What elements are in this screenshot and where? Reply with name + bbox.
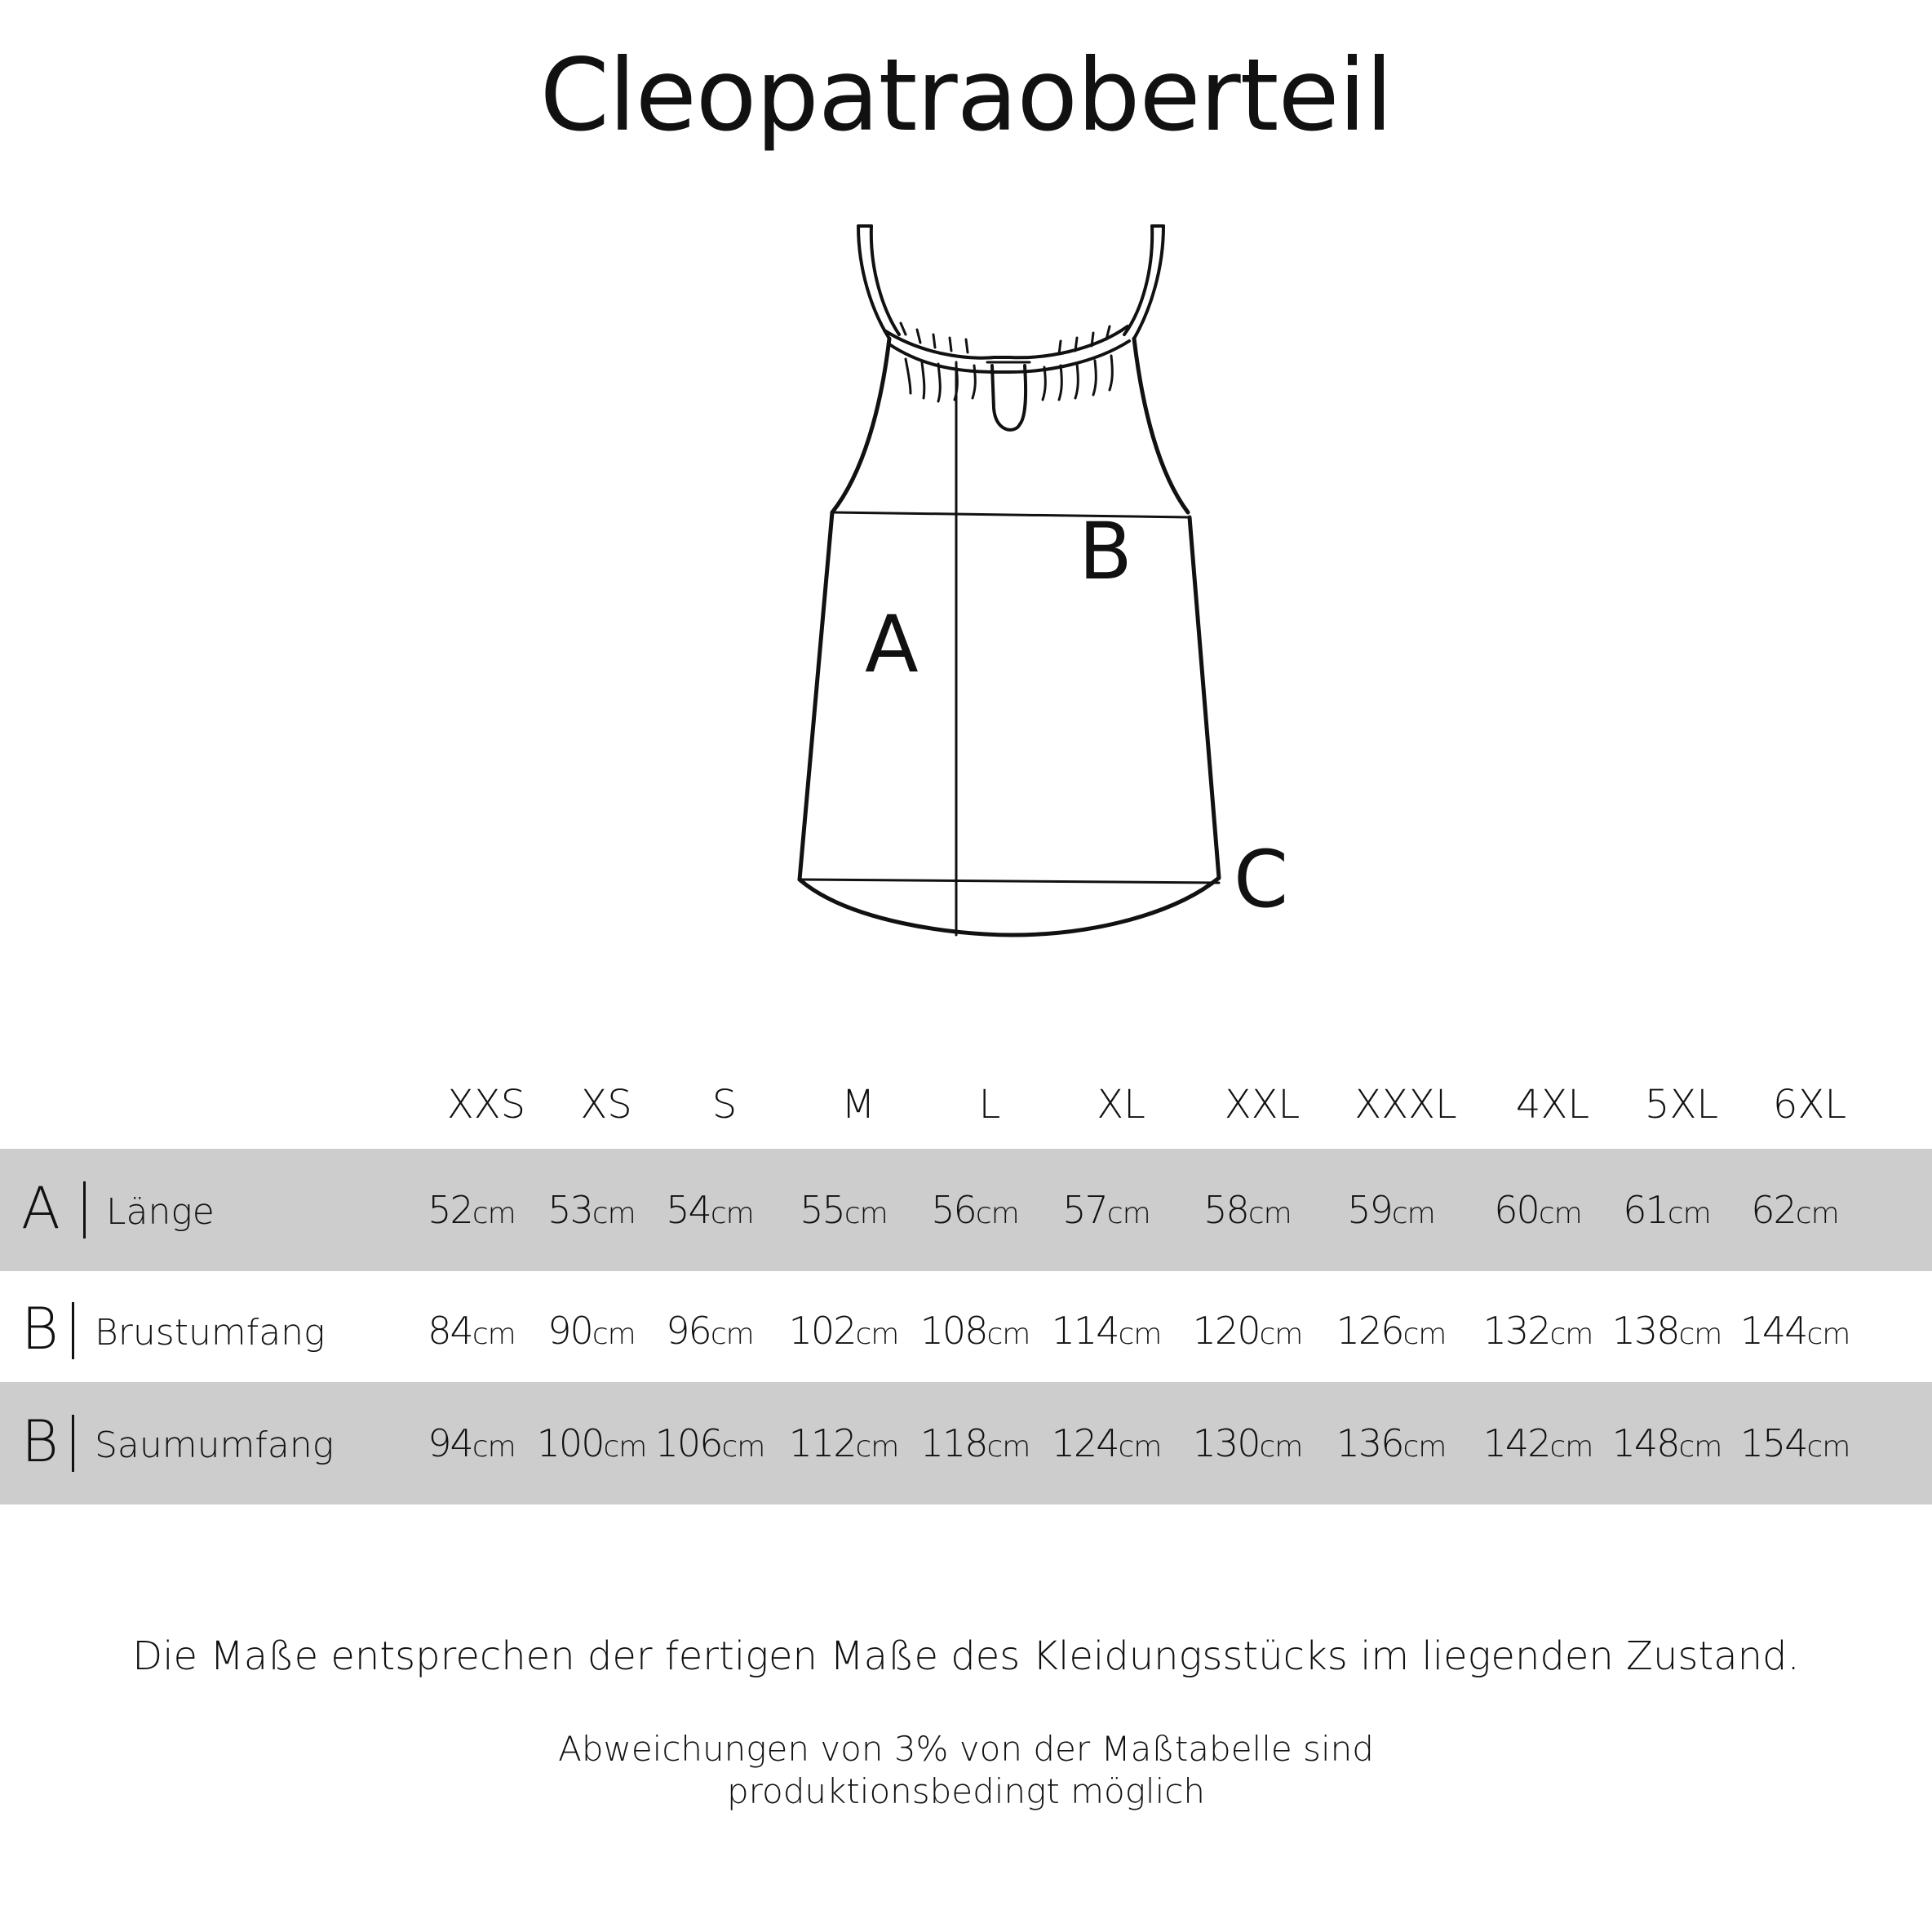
cell-value: 132	[1482, 1309, 1550, 1353]
row-divider	[72, 1415, 74, 1472]
size-header: M	[841, 1082, 875, 1128]
cell-unit: cm	[592, 1318, 636, 1351]
size-header: 4XL	[1515, 1082, 1590, 1128]
table-cell	[1739, 1309, 1850, 1353]
cell-unit: cm	[472, 1197, 516, 1230]
cell-unit: cm	[472, 1318, 516, 1351]
cell-value: 138	[1611, 1309, 1679, 1353]
cell-value: 96	[666, 1309, 711, 1353]
table-cell	[1192, 1309, 1303, 1353]
cell-value: 55	[800, 1188, 844, 1232]
table-cell	[536, 1421, 647, 1465]
table-cell	[1336, 1309, 1447, 1353]
table-cell	[919, 1421, 1030, 1465]
cell-value: 148	[1611, 1421, 1679, 1465]
cell-unit: cm	[844, 1197, 888, 1230]
cell-unit: cm	[1538, 1197, 1582, 1230]
table-cell	[919, 1309, 1030, 1353]
row-divider	[83, 1181, 86, 1239]
table-cell	[547, 1309, 636, 1353]
row-letter: A	[21, 1175, 60, 1242]
table-cell	[1051, 1309, 1162, 1353]
cell-value: 112	[788, 1421, 856, 1465]
table-cell	[666, 1309, 754, 1353]
cell-unit: cm	[1678, 1318, 1722, 1351]
table-cell	[1347, 1188, 1435, 1232]
cell-value: 126	[1336, 1309, 1403, 1353]
cell-unit: cm	[975, 1197, 1019, 1230]
cell-value: 60	[1494, 1188, 1539, 1232]
cell-unit: cm	[1118, 1430, 1162, 1464]
table-cell	[1611, 1309, 1722, 1353]
cell-value: 100	[536, 1421, 604, 1465]
cell-unit: cm	[1118, 1318, 1162, 1351]
table-row	[0, 1149, 1932, 1271]
size-header: XXS	[446, 1082, 526, 1128]
table-cell	[1336, 1421, 1447, 1465]
cell-value: 114	[1051, 1309, 1119, 1353]
table-cell	[800, 1188, 888, 1232]
cell-unit: cm	[855, 1430, 899, 1464]
row-measure-name: Saumumfang	[95, 1425, 335, 1466]
table-cell	[1611, 1421, 1722, 1465]
table-cell	[1062, 1188, 1150, 1232]
cell-unit: cm	[986, 1430, 1030, 1464]
measure-label-b: B	[1079, 506, 1132, 597]
table-cell	[1482, 1421, 1593, 1465]
cell-unit: cm	[1402, 1430, 1447, 1464]
size-header: 6XL	[1772, 1082, 1847, 1128]
cell-value: 154	[1739, 1421, 1807, 1465]
measure-label-c: C	[1234, 834, 1289, 925]
table-cell	[1494, 1188, 1582, 1232]
table-cell	[1051, 1421, 1162, 1465]
cell-value: 130	[1192, 1421, 1260, 1465]
cell-value: 54	[666, 1188, 711, 1232]
note-tolerance-line-1: Abweichungen von 3% von der Maßtabelle sind	[558, 1729, 1374, 1769]
row-divider	[72, 1302, 74, 1359]
table-cell	[1623, 1188, 1711, 1232]
size-header: L	[978, 1082, 1001, 1128]
cell-unit: cm	[592, 1197, 636, 1230]
cell-unit: cm	[1795, 1197, 1839, 1230]
note-tolerance-line-2: produktionsbedingt möglich	[727, 1771, 1205, 1811]
cell-unit: cm	[1106, 1197, 1150, 1230]
cell-value: 52	[428, 1188, 472, 1232]
cell-unit: cm	[710, 1197, 754, 1230]
row-letter: B	[21, 1296, 59, 1363]
cell-unit: cm	[986, 1318, 1030, 1351]
cell-unit: cm	[1259, 1318, 1303, 1351]
cell-value: 106	[654, 1421, 722, 1465]
table-row	[0, 1382, 1932, 1504]
cell-value: 120	[1192, 1309, 1260, 1353]
size-header: XS	[580, 1082, 632, 1128]
cell-value: 62	[1751, 1188, 1796, 1232]
table-cell	[654, 1421, 765, 1465]
table-cell	[666, 1188, 754, 1232]
cell-unit: cm	[603, 1430, 647, 1464]
cell-value: 142	[1482, 1421, 1550, 1465]
note-measurements: Die Maße entsprechen der fertigen Maße des Kleidungsstücks im liegenden Zustand.	[132, 1633, 1800, 1679]
cell-unit: cm	[1549, 1430, 1593, 1464]
table-row	[0, 1270, 1932, 1392]
size-header: 5XL	[1644, 1082, 1719, 1128]
cell-value: 57	[1062, 1188, 1107, 1232]
cell-value: 61	[1623, 1188, 1668, 1232]
cell-unit: cm	[472, 1430, 516, 1464]
table-cell	[1751, 1188, 1839, 1232]
cell-unit: cm	[1667, 1197, 1711, 1230]
table-cell	[1482, 1309, 1593, 1353]
cell-value: 53	[547, 1188, 592, 1232]
cell-unit: cm	[1549, 1318, 1593, 1351]
cell-value: 144	[1739, 1309, 1807, 1353]
table-cell	[1739, 1421, 1850, 1465]
cell-value: 102	[788, 1309, 856, 1353]
size-header: XXL	[1224, 1082, 1301, 1128]
cell-unit: cm	[1259, 1430, 1303, 1464]
size-header: XXXL	[1354, 1082, 1457, 1128]
row-measure-name: Brustumfang	[95, 1312, 326, 1354]
table-cell	[428, 1421, 516, 1465]
cell-unit: cm	[721, 1430, 765, 1464]
row-letter: B	[21, 1408, 59, 1475]
cell-value: 124	[1051, 1421, 1119, 1465]
cell-unit: cm	[1402, 1318, 1447, 1351]
table-cell	[428, 1309, 516, 1353]
cell-value: 84	[428, 1309, 472, 1353]
size-header: XL	[1097, 1082, 1145, 1128]
cell-value: 56	[931, 1188, 976, 1232]
table-cell	[1203, 1188, 1292, 1232]
table-cell	[1192, 1421, 1303, 1465]
cell-unit: cm	[1806, 1318, 1850, 1351]
cell-value: 59	[1347, 1188, 1392, 1232]
cell-value: 136	[1336, 1421, 1403, 1465]
measure-label-a: A	[865, 599, 919, 690]
cell-unit: cm	[1247, 1197, 1292, 1230]
cell-value: 90	[547, 1309, 592, 1353]
table-cell	[788, 1309, 899, 1353]
cell-unit: cm	[1806, 1430, 1850, 1464]
table-cell	[547, 1188, 636, 1232]
cell-value: 118	[919, 1421, 987, 1465]
cell-value: 94	[428, 1421, 472, 1465]
note-tolerance	[0, 1728, 1932, 1813]
cell-unit: cm	[855, 1318, 899, 1351]
page-title: Cleopatraoberteil	[539, 38, 1393, 153]
cell-value: 108	[919, 1309, 987, 1353]
cell-unit: cm	[1391, 1197, 1435, 1230]
cell-unit: cm	[1678, 1430, 1722, 1464]
table-cell	[931, 1188, 1019, 1232]
size-header: S	[711, 1082, 738, 1128]
cell-unit: cm	[710, 1318, 754, 1351]
row-measure-name: Länge	[106, 1191, 215, 1233]
cell-value: 58	[1203, 1188, 1248, 1232]
table-cell	[428, 1188, 516, 1232]
table-cell	[788, 1421, 899, 1465]
